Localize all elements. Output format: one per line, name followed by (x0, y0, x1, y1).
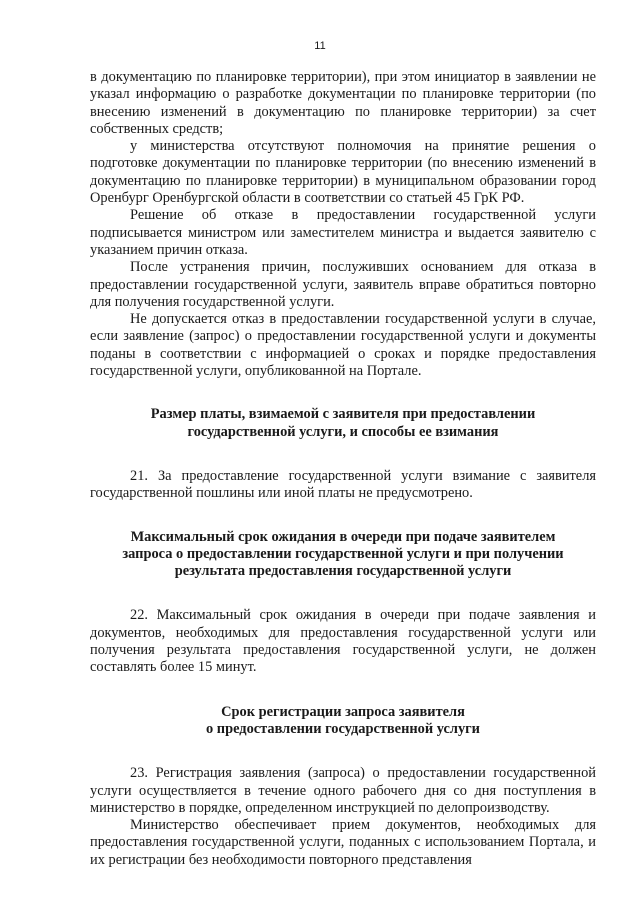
section-heading-wait-time (90, 529, 596, 581)
section-heading-registration-line1: Срок регистрации запроса заявителя (221, 703, 465, 720)
paragraph-portal-intake: Министерство обеспечивает прием документов, необходимых для предоставления государственной услуги, поданных с использованием Портала, и их регистрации без необходимости повторного представления (90, 817, 596, 868)
section-heading-registration (90, 704, 596, 739)
paragraph-continuation: в документацию по планировке территории), при этом инициатор в заявлении не указал информацию о разработке документации по планировке территории (по внесению изменений в документацию по планировке территории) за счет собственных средств; (90, 69, 596, 137)
section-heading-fee-line2: государственной услуги, и способы ее взимания (187, 423, 499, 440)
paragraph-reapply: После устранения причин, послуживших основанием для отказа в предоставлении государственной услуги, заявитель вправе обратиться повторно для получения государственной услуги. (90, 259, 596, 310)
section-heading-fee (90, 406, 596, 441)
paragraph-23: 23. Регистрация заявления (запроса) о предоставлении государственной услуги осуществляется в течение одного рабочего дня со дня поступления в министерство в порядке, определенном инструкцией по делопроизводству. (90, 765, 596, 816)
document-body (90, 69, 596, 869)
paragraph-refusal-decision: Решение об отказе в предоставлении государственной услуги подписывается министром или заместителем министра и выдается заявителю с указанием причин отказа. (90, 207, 596, 258)
paragraph-refusal-not-allowed: Не допускается отказ в предоставлении государственной услуги в случае, если заявление (запрос) о предоставлении государственной услуги и документы поданы в соответствии с информацией о сроках и порядке предоставления государственной услуги, опубликованной на Портале. (90, 311, 596, 380)
section-heading-wait-line3: результата предоставления государственной услуги (174, 563, 512, 580)
section-heading-wait-line2: запроса о предоставлении государственной услуги и при получении (122, 545, 564, 562)
section-heading-wait-line1: Максимальный срок ожидания в очереди при подаче заявителем (130, 528, 556, 545)
paragraph-22: 22. Максимальный срок ожидания в очереди при подаче заявления и документов, необходимых для предоставления государственной услуги или получения результата предоставления государственной услуги, не должен составлять более 15 минут. (90, 607, 596, 676)
paragraph-21: 21. За предоставление государственной услуги взимание с заявителя государственной пошлины или иной платы не предусмотрено. (90, 467, 596, 502)
section-heading-fee-line1: Размер платы, взимаемой с заявителя при предоставлении (150, 406, 536, 423)
paragraph-no-authority: у министерства отсутствуют полномочия на принятие решения о подготовке документации по планировке территории (по внесению изменений в документацию по планировке территории) в муниципальном образовании город Оренбург Оренбургской области в соответствии со статьей 45 ГрК РФ. (90, 138, 596, 207)
page-number: 11 (314, 40, 326, 52)
section-heading-registration-line2: о предоставлении государственной услуги (206, 720, 480, 737)
